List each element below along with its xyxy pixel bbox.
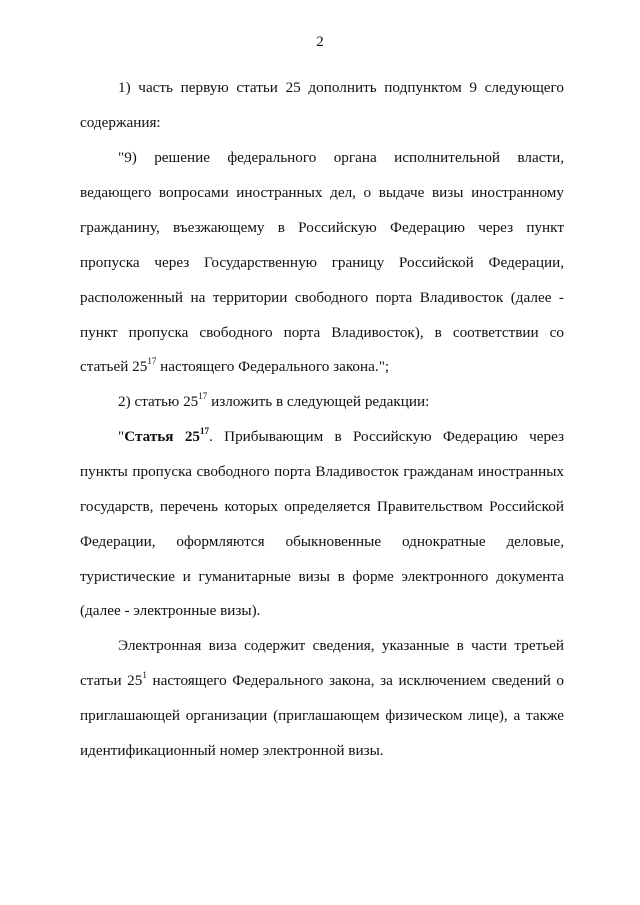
text-run: 2) статью 25 xyxy=(118,393,199,410)
paragraph-line: туристические и гуманитарные визы в форме электронного документа xyxy=(80,568,564,585)
paragraph-line xyxy=(118,392,564,412)
paragraph-line: пропуска через Государственную границу Российской Федерации, xyxy=(80,254,564,271)
page-number: 2 xyxy=(316,34,324,50)
text-run: настоящего Федерального закона."; xyxy=(156,358,390,375)
paragraph-line: Электронная виза содержит сведения, указанные в части третьей xyxy=(118,637,564,654)
paragraph-line xyxy=(80,357,564,377)
superscript: 17 xyxy=(147,356,157,366)
paragraph-line: содержания: xyxy=(80,114,161,131)
paragraph-line: государств, перечень которых определяется Правительством Российской xyxy=(80,498,564,515)
paragraph-line: (далее - электронные визы). xyxy=(80,602,261,619)
paragraph-line: пункты пропуска свободного порта Владивосток гражданам иностранных xyxy=(80,463,564,480)
paragraph-line: пункт пропуска свободного порта Владивосток), в соответствии со xyxy=(80,324,564,341)
paragraph-line: 1) часть первую статьи 25 дополнить подпунктом 9 следующего xyxy=(118,79,564,96)
paragraph-line: приглашающей организации (приглашающем физическом лице), а также xyxy=(80,707,564,724)
paragraph-line xyxy=(80,671,564,691)
paragraph-line: "9) решение федерального органа исполнительной власти, xyxy=(118,149,564,166)
opening-quote: " xyxy=(118,428,125,445)
text-run: настоящего Федерального закона, за исключением сведений о xyxy=(146,672,564,689)
text-run: статьей 25 xyxy=(80,358,148,375)
article-heading: Статья 25 xyxy=(124,428,201,445)
paragraph-line: Федерации, оформляются обыкновенные однократные деловые, xyxy=(80,533,564,550)
paragraph-line: ведающего вопросами иностранных дел, о выдаче визы иностранному xyxy=(80,184,564,201)
text-run: изложить в следующей редакции: xyxy=(207,393,430,410)
superscript: 17 xyxy=(200,426,210,436)
paragraph-line: гражданину, въезжающему в Российскую Федерацию через пункт xyxy=(80,219,564,236)
superscript: 1 xyxy=(142,670,147,680)
superscript: 17 xyxy=(198,391,208,401)
paragraph-line: расположенный на территории свободного порта Владивосток (далее - xyxy=(80,289,564,306)
text-run: . Прибывающим в Российскую Федерацию через xyxy=(209,428,565,445)
paragraph-line xyxy=(118,427,564,447)
text-run: статьи 25 xyxy=(80,672,143,689)
paragraph-line: идентификационный номер электронной визы. xyxy=(80,742,384,759)
